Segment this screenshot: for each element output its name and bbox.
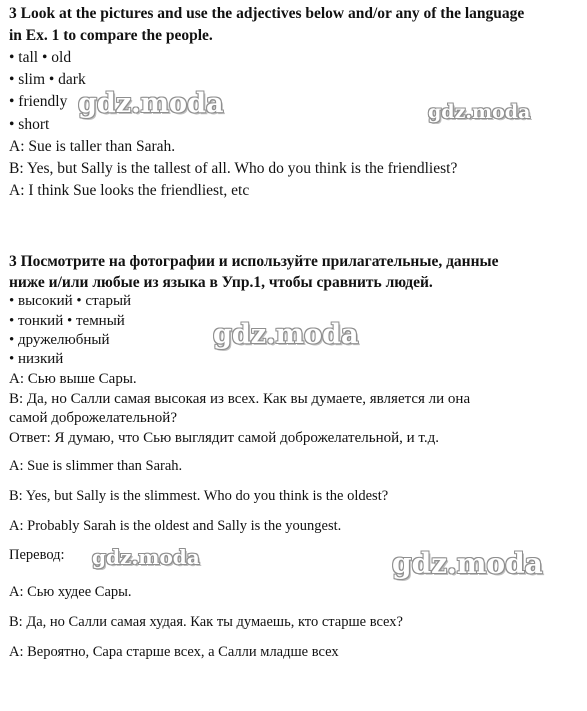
bullet-item: • высокий • старый (9, 293, 132, 309)
watermark: gdz.moda (213, 319, 359, 350)
dialogue-line: B: Yes, but Sally is the tallest of all. Who do you think is the friendliest? (9, 160, 458, 177)
bullet-item: • низкий (9, 351, 64, 367)
dialogue-line: A: Probably Sarah is the oldest and Sally is the youngest. (9, 518, 342, 534)
translation-line: B: Да, но Салли самая худая. Как ты думаешь, кто старше всех? (9, 614, 403, 630)
dialogue-line: A: Sue is taller than Sarah. (9, 138, 176, 155)
dialogue-line: Ответ: Я думаю, что Сью выглядит самой доброжелательной, и т.д. (9, 430, 439, 446)
dialogue-line: B: Yes, but Sally is the slimmest. Who do you think is the oldest? (9, 488, 389, 504)
watermark: gdz.moda (392, 547, 543, 580)
dialogue-line: самой доброжелательной? (9, 410, 177, 426)
exercise-heading-en-line1: 3 Look at the pictures and use the adjectives below and/or any of the language (9, 5, 525, 22)
bullet-item: • short (9, 116, 50, 133)
bullet-item: • дружелюбный (9, 332, 110, 348)
bullet-item: • тонкий • темный (9, 313, 125, 329)
exercise-heading-ru-line2: ниже и/или любые из языка в Упр.1, чтобы сравнить людей. (9, 274, 433, 291)
translation-line: A: Вероятно, Сара старше всех, а Салли младше всех (9, 644, 339, 660)
dialogue-line: A: Sue is slimmer than Sarah. (9, 458, 183, 474)
bullet-item: • slim • dark (9, 71, 86, 88)
dialogue-line: B: Да, но Салли самая высокая из всех. Как вы думаете, является ли она (9, 391, 471, 407)
bullet-item: • tall • old (9, 49, 72, 66)
bullet-item: • friendly (9, 93, 68, 110)
dialogue-line: A: I think Sue looks the friendliest, etc (9, 182, 250, 199)
exercise-heading-ru-line1: 3 Посмотрите на фотографии и используйте прилагательные, данные (9, 253, 499, 270)
watermark: gdz.moda (78, 88, 224, 119)
exercise-heading-en-line2: in Ex. 1 to compare the people. (9, 27, 213, 44)
watermark: gdz.moda (428, 101, 531, 123)
watermark: gdz.moda (92, 545, 200, 569)
translation-line: A: Сью худее Сары. (9, 584, 132, 600)
dialogue-line: A: Сью выше Сары. (9, 371, 137, 387)
translation-label: Перевод: (9, 547, 65, 563)
